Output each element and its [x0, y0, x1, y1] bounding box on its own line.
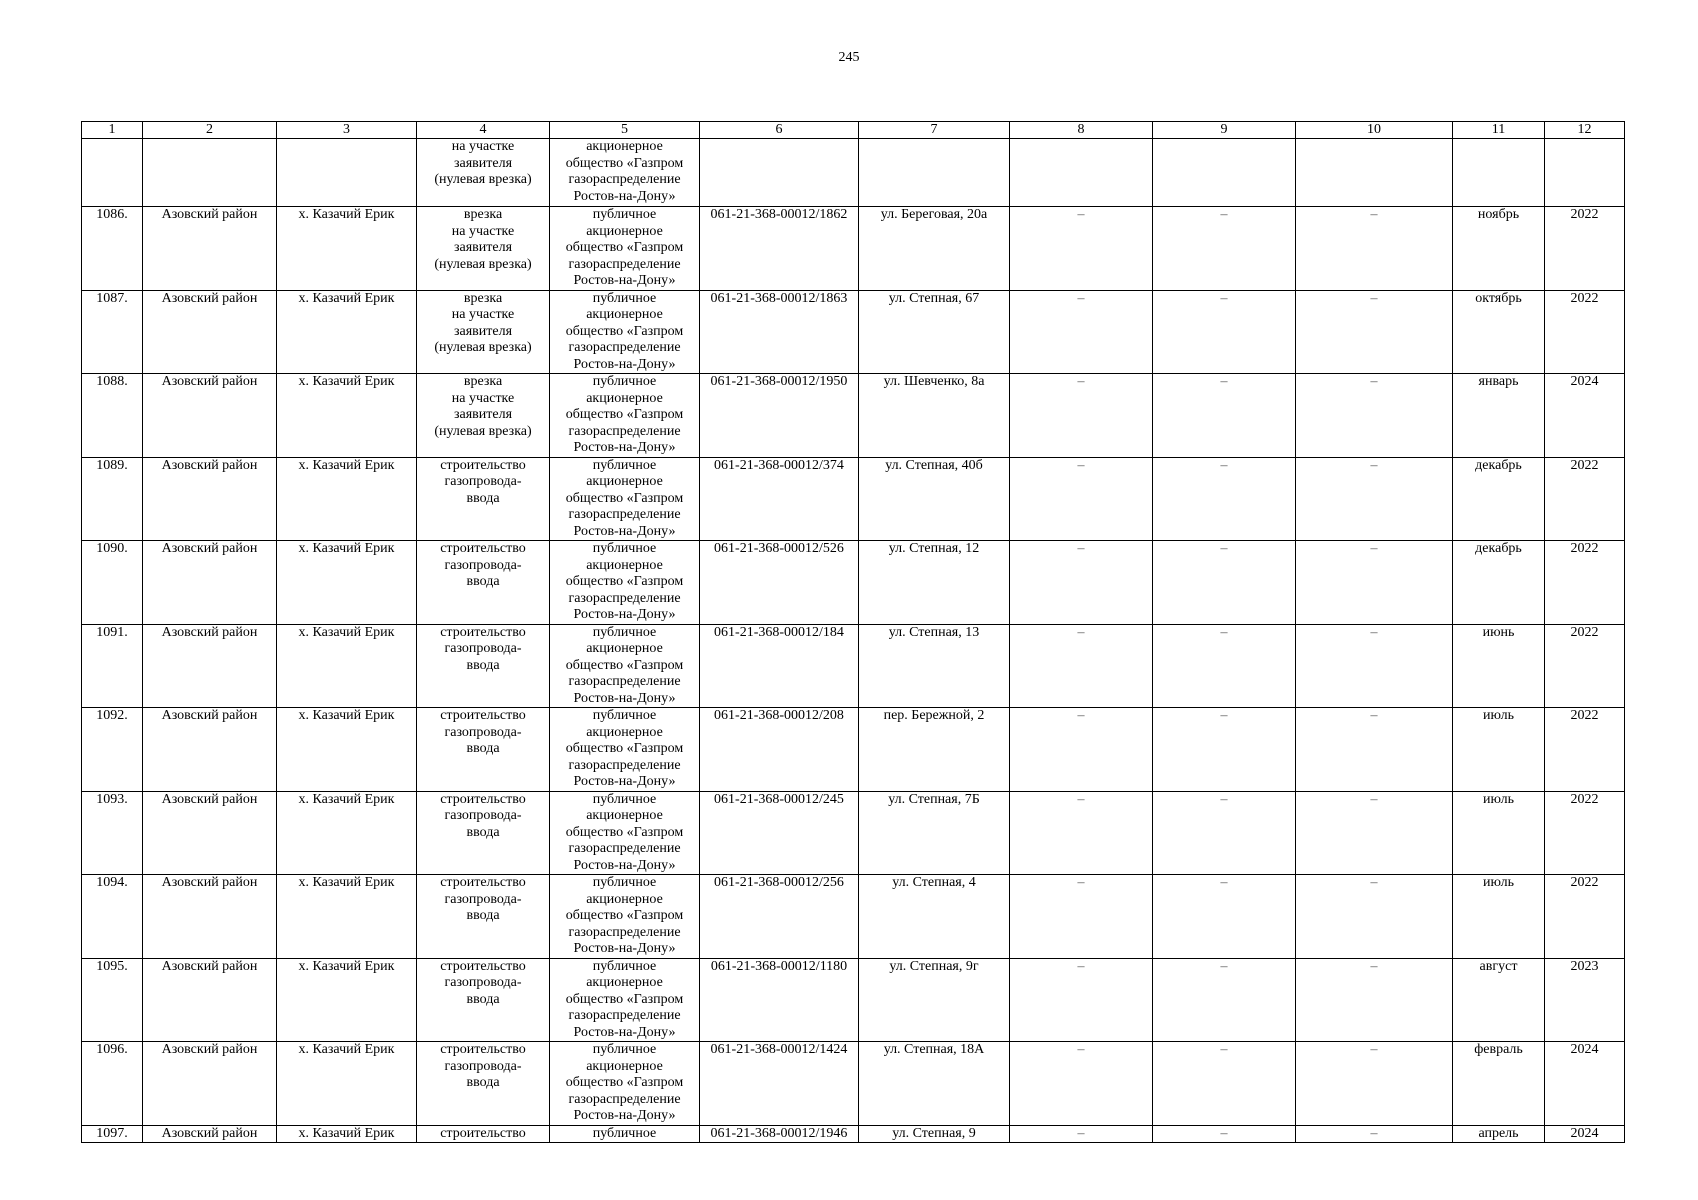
district-cell: Азовский район: [143, 1042, 277, 1126]
settlement-cell: х. Казачий Ерик: [277, 875, 417, 959]
table-row: [82, 457, 1625, 541]
row-number-cell: 1091.: [82, 624, 143, 708]
row-number-cell: 1090.: [82, 541, 143, 625]
year-cell: 2024: [1545, 374, 1625, 458]
contract-number-cell: 061-21-368-00012/1180: [700, 958, 859, 1042]
settlement-cell: х. Казачий Ерик: [277, 290, 417, 374]
district-cell: Азовский район: [143, 457, 277, 541]
address-cell: ул. Степная, 9: [859, 1125, 1010, 1142]
settlement-cell: х. Казачий Ерик: [277, 791, 417, 875]
work-type-cell: строительство газопровода- ввода: [417, 791, 550, 875]
work-type-cell: врезка на участке заявителя (нулевая врезка): [417, 374, 550, 458]
column-9-cell: [1153, 139, 1296, 207]
contract-number-cell: 061-21-368-00012/1863: [700, 290, 859, 374]
settlement-cell: х. Казачий Ерик: [277, 541, 417, 625]
year-cell: 2024: [1545, 1125, 1625, 1142]
work-type-cell: строительство газопровода- ввода: [417, 958, 550, 1042]
column-10-cell: –: [1296, 457, 1453, 541]
column-header: 9: [1153, 122, 1296, 139]
column-header: 12: [1545, 122, 1625, 139]
district-cell: Азовский район: [143, 958, 277, 1042]
address-cell: пер. Бережной, 2: [859, 708, 1010, 792]
column-8-cell: –: [1010, 624, 1153, 708]
table-row: [82, 374, 1625, 458]
column-9-cell: –: [1153, 875, 1296, 959]
year-cell: 2022: [1545, 457, 1625, 541]
row-number-cell: 1087.: [82, 290, 143, 374]
address-cell: ул. Степная, 13: [859, 624, 1010, 708]
district-cell: Азовский район: [143, 1125, 277, 1142]
district-cell: Азовский район: [143, 541, 277, 625]
year-cell: 2022: [1545, 708, 1625, 792]
organization-cell: публичное акционерное общество «Газпром газораспределение Ростов-на-Дону»: [550, 457, 700, 541]
year-cell: 2022: [1545, 207, 1625, 291]
table-body: [82, 139, 1625, 1143]
column-10-cell: –: [1296, 1042, 1453, 1126]
month-cell: февраль: [1453, 1042, 1545, 1126]
district-cell: Азовский район: [143, 290, 277, 374]
column-header: 5: [550, 122, 700, 139]
address-cell: [859, 139, 1010, 207]
row-number-cell: 1093.: [82, 791, 143, 875]
table-row: [82, 139, 1625, 207]
month-cell: август: [1453, 958, 1545, 1042]
year-cell: 2022: [1545, 290, 1625, 374]
settlement-cell: х. Казачий Ерик: [277, 958, 417, 1042]
column-header: 10: [1296, 122, 1453, 139]
page-number: 245: [838, 50, 860, 65]
organization-cell: публичное акционерное общество «Газпром газораспределение Ростов-на-Дону»: [550, 541, 700, 625]
settlement-cell: х. Казачий Ерик: [277, 374, 417, 458]
column-10-cell: [1296, 139, 1453, 207]
table-row: [82, 791, 1625, 875]
column-9-cell: –: [1153, 374, 1296, 458]
organization-cell: публичное: [550, 1125, 700, 1142]
organization-cell: публичное акционерное общество «Газпром газораспределение Ростов-на-Дону»: [550, 290, 700, 374]
organization-cell: публичное акционерное общество «Газпром газораспределение Ростов-на-Дону»: [550, 875, 700, 959]
column-8-cell: –: [1010, 1125, 1153, 1142]
table-row: [82, 958, 1625, 1042]
column-9-cell: –: [1153, 958, 1296, 1042]
column-10-cell: –: [1296, 541, 1453, 625]
contract-number-cell: 061-21-368-00012/1946: [700, 1125, 859, 1142]
settlement-cell: х. Казачий Ерик: [277, 708, 417, 792]
contract-number-cell: 061-21-368-00012/1862: [700, 207, 859, 291]
column-9-cell: –: [1153, 207, 1296, 291]
month-cell: декабрь: [1453, 457, 1545, 541]
table-row: [82, 708, 1625, 792]
registry-table: [81, 121, 1625, 1143]
column-10-cell: –: [1296, 791, 1453, 875]
month-cell: октябрь: [1453, 290, 1545, 374]
year-cell: 2022: [1545, 791, 1625, 875]
column-8-cell: –: [1010, 708, 1153, 792]
organization-cell: публичное акционерное общество «Газпром газораспределение Ростов-на-Дону»: [550, 708, 700, 792]
column-10-cell: –: [1296, 875, 1453, 959]
work-type-cell: на участке заявителя (нулевая врезка): [417, 139, 550, 207]
work-type-cell: врезка на участке заявителя (нулевая врезка): [417, 207, 550, 291]
contract-number-cell: 061-21-368-00012/1424: [700, 1042, 859, 1126]
column-header: 4: [417, 122, 550, 139]
column-9-cell: –: [1153, 457, 1296, 541]
column-8-cell: –: [1010, 1042, 1153, 1126]
address-cell: ул. Степная, 40б: [859, 457, 1010, 541]
table-row: [82, 624, 1625, 708]
column-8-cell: –: [1010, 791, 1153, 875]
column-10-cell: –: [1296, 958, 1453, 1042]
address-cell: ул. Степная, 12: [859, 541, 1010, 625]
address-cell: ул. Степная, 18А: [859, 1042, 1010, 1126]
district-cell: Азовский район: [143, 708, 277, 792]
row-number-cell: 1094.: [82, 875, 143, 959]
contract-number-cell: 061-21-368-00012/1950: [700, 374, 859, 458]
month-cell: июль: [1453, 875, 1545, 959]
organization-cell: акционерное общество «Газпром газораспределение Ростов-на-Дону»: [550, 139, 700, 207]
year-cell: 2024: [1545, 1042, 1625, 1126]
organization-cell: публичное акционерное общество «Газпром газораспределение Ростов-на-Дону»: [550, 374, 700, 458]
year-cell: 2022: [1545, 624, 1625, 708]
district-cell: Азовский район: [143, 624, 277, 708]
month-cell: [1453, 139, 1545, 207]
row-number-cell: 1095.: [82, 958, 143, 1042]
address-cell: ул. Шевченко, 8а: [859, 374, 1010, 458]
column-8-cell: –: [1010, 290, 1153, 374]
column-header: 7: [859, 122, 1010, 139]
month-cell: июль: [1453, 708, 1545, 792]
district-cell: Азовский район: [143, 207, 277, 291]
column-10-cell: –: [1296, 708, 1453, 792]
row-number-cell: 1096.: [82, 1042, 143, 1126]
column-header: 6: [700, 122, 859, 139]
settlement-cell: х. Казачий Ерик: [277, 1042, 417, 1126]
row-number-cell: [82, 139, 143, 207]
column-10-cell: –: [1296, 290, 1453, 374]
column-9-cell: –: [1153, 1125, 1296, 1142]
table-row: [82, 1125, 1625, 1142]
month-cell: июнь: [1453, 624, 1545, 708]
settlement-cell: х. Казачий Ерик: [277, 207, 417, 291]
row-number-cell: 1097.: [82, 1125, 143, 1142]
column-8-cell: –: [1010, 875, 1153, 959]
column-8-cell: –: [1010, 207, 1153, 291]
address-cell: ул. Степная, 9г: [859, 958, 1010, 1042]
month-cell: декабрь: [1453, 541, 1545, 625]
work-type-cell: строительство газопровода- ввода: [417, 875, 550, 959]
organization-cell: публичное акционерное общество «Газпром газораспределение Ростов-на-Дону»: [550, 958, 700, 1042]
column-header: 8: [1010, 122, 1153, 139]
work-type-cell: строительство: [417, 1125, 550, 1142]
column-8-cell: –: [1010, 457, 1153, 541]
settlement-cell: х. Казачий Ерик: [277, 457, 417, 541]
column-8-cell: [1010, 139, 1153, 207]
column-header: 11: [1453, 122, 1545, 139]
column-9-cell: –: [1153, 624, 1296, 708]
work-type-cell: строительство газопровода- ввода: [417, 624, 550, 708]
district-cell: Азовский район: [143, 875, 277, 959]
column-10-cell: –: [1296, 1125, 1453, 1142]
column-8-cell: –: [1010, 374, 1153, 458]
address-cell: ул. Береговая, 20а: [859, 207, 1010, 291]
contract-number-cell: 061-21-368-00012/526: [700, 541, 859, 625]
column-8-cell: –: [1010, 541, 1153, 625]
table-row: [82, 290, 1625, 374]
settlement-cell: х. Казачий Ерик: [277, 1125, 417, 1142]
organization-cell: публичное акционерное общество «Газпром газораспределение Ростов-на-Дону»: [550, 207, 700, 291]
year-cell: 2022: [1545, 875, 1625, 959]
work-type-cell: строительство газопровода- ввода: [417, 457, 550, 541]
month-cell: ноябрь: [1453, 207, 1545, 291]
column-8-cell: –: [1010, 958, 1153, 1042]
contract-number-cell: 061-21-368-00012/208: [700, 708, 859, 792]
column-10-cell: –: [1296, 207, 1453, 291]
district-cell: Азовский район: [143, 791, 277, 875]
row-number-cell: 1092.: [82, 708, 143, 792]
column-9-cell: –: [1153, 791, 1296, 875]
address-cell: ул. Степная, 4: [859, 875, 1010, 959]
settlement-cell: [277, 139, 417, 207]
year-cell: 2023: [1545, 958, 1625, 1042]
column-9-cell: –: [1153, 1042, 1296, 1126]
column-header: 2: [143, 122, 277, 139]
contract-number-cell: 061-21-368-00012/245: [700, 791, 859, 875]
contract-number-cell: 061-21-368-00012/184: [700, 624, 859, 708]
month-cell: апрель: [1453, 1125, 1545, 1142]
column-10-cell: –: [1296, 624, 1453, 708]
table-row: [82, 875, 1625, 959]
column-header: 3: [277, 122, 417, 139]
work-type-cell: врезка на участке заявителя (нулевая врезка): [417, 290, 550, 374]
header-row: [82, 122, 1625, 139]
work-type-cell: строительство газопровода- ввода: [417, 708, 550, 792]
organization-cell: публичное акционерное общество «Газпром газораспределение Ростов-на-Дону»: [550, 624, 700, 708]
column-9-cell: –: [1153, 708, 1296, 792]
column-9-cell: –: [1153, 541, 1296, 625]
table-row: [82, 541, 1625, 625]
contract-number-cell: [700, 139, 859, 207]
year-cell: [1545, 139, 1625, 207]
organization-cell: публичное акционерное общество «Газпром газораспределение Ростов-на-Дону»: [550, 791, 700, 875]
work-type-cell: строительство газопровода- ввода: [417, 541, 550, 625]
contract-number-cell: 061-21-368-00012/374: [700, 457, 859, 541]
month-cell: январь: [1453, 374, 1545, 458]
row-number-cell: 1088.: [82, 374, 143, 458]
table-row: [82, 207, 1625, 291]
district-cell: [143, 139, 277, 207]
row-number-cell: 1089.: [82, 457, 143, 541]
settlement-cell: х. Казачий Ерик: [277, 624, 417, 708]
contract-number-cell: 061-21-368-00012/256: [700, 875, 859, 959]
column-9-cell: –: [1153, 290, 1296, 374]
table-row: [82, 1042, 1625, 1126]
work-type-cell: строительство газопровода- ввода: [417, 1042, 550, 1126]
month-cell: июль: [1453, 791, 1545, 875]
organization-cell: публичное акционерное общество «Газпром газораспределение Ростов-на-Дону»: [550, 1042, 700, 1126]
column-10-cell: –: [1296, 374, 1453, 458]
year-cell: 2022: [1545, 541, 1625, 625]
column-header: 1: [82, 122, 143, 139]
address-cell: ул. Степная, 67: [859, 290, 1010, 374]
row-number-cell: 1086.: [82, 207, 143, 291]
district-cell: Азовский район: [143, 374, 277, 458]
address-cell: ул. Степная, 7Б: [859, 791, 1010, 875]
